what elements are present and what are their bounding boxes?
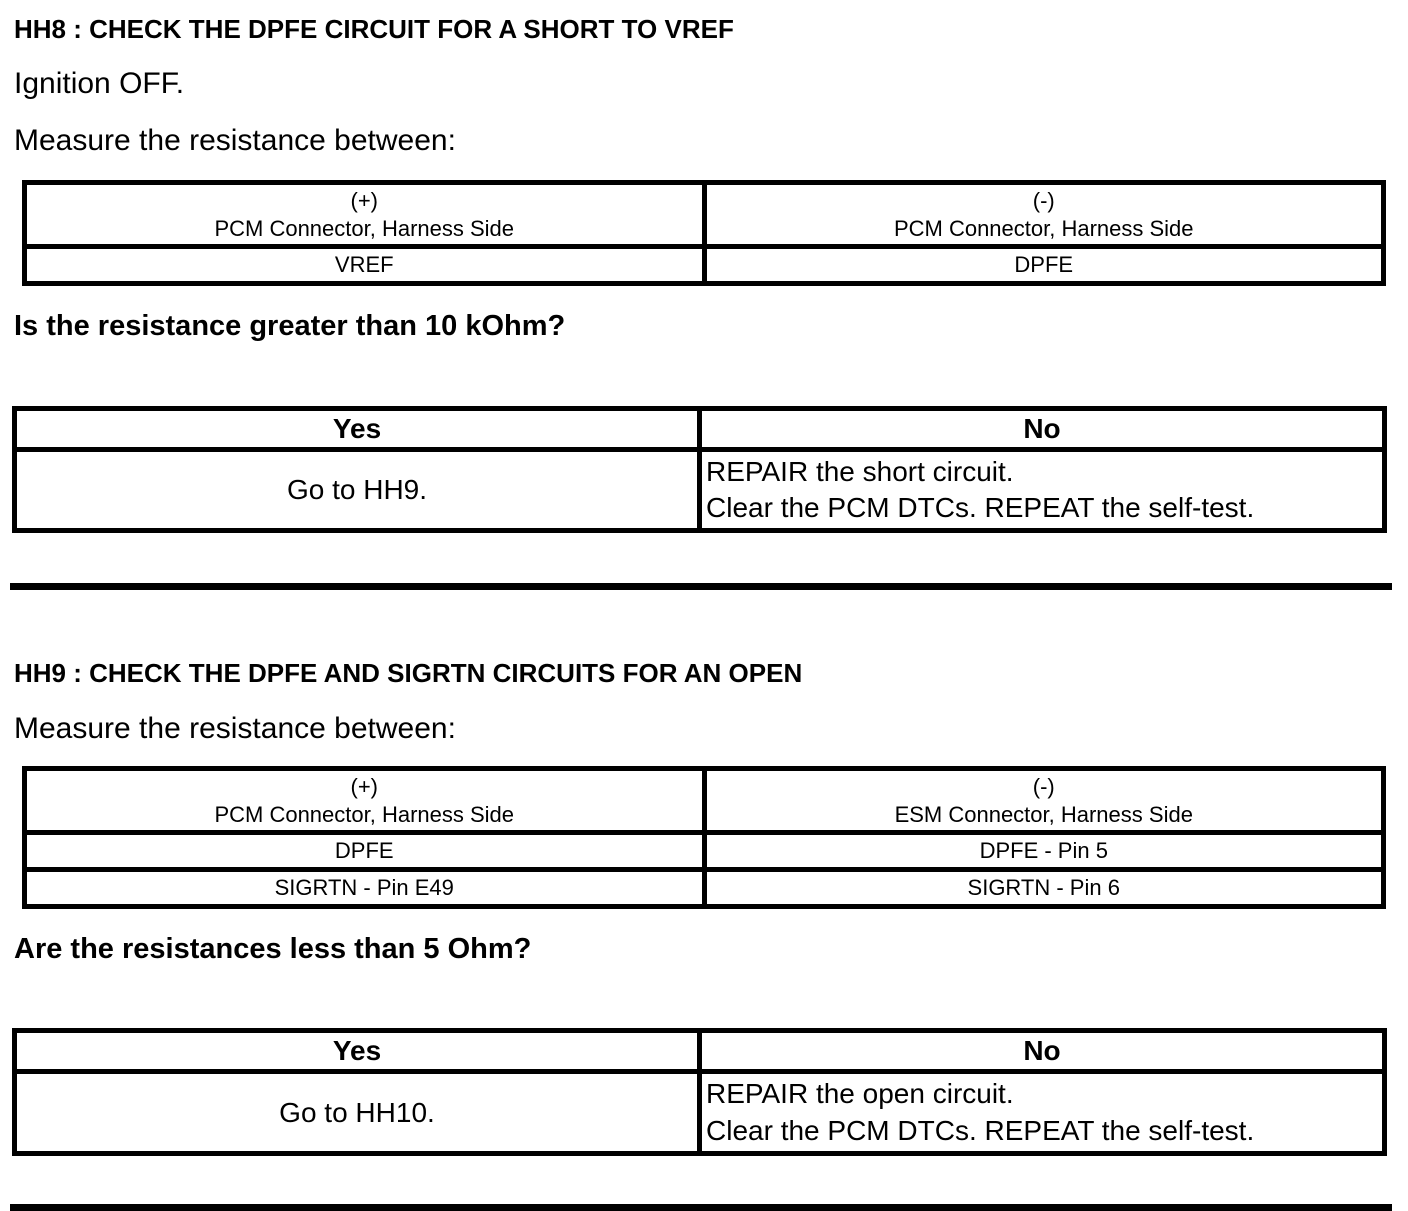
hh9-positive-polarity-label: (+) xyxy=(350,774,378,799)
hh8-no-action xyxy=(700,449,1385,531)
hh8-yes-header: Yes xyxy=(15,408,700,449)
hh9-no-action xyxy=(700,1072,1385,1154)
hh9-no-action-line1: REPAIR the open circuit. xyxy=(706,1078,1014,1110)
hh8-no-action-line1: REPAIR the short circuit. xyxy=(706,455,1014,487)
step-hh8-title: HH8 : CHECK THE DPFE CIRCUIT FOR A SHORT TO VREF xyxy=(14,14,734,44)
hh8-question: Is the resistance greater than 10 kOhm? xyxy=(14,310,566,343)
hh9-result-header-row xyxy=(15,1031,1385,1072)
hh9-measurement-table xyxy=(22,766,1386,909)
table-row xyxy=(25,833,1384,870)
section-divider xyxy=(10,583,1392,590)
hh9-measure-cell-positive-1: DPFE xyxy=(25,833,705,870)
hh9-negative-polarity-label: (-) xyxy=(1032,774,1055,799)
step-hh8-section xyxy=(0,14,1408,533)
table-row xyxy=(25,247,1384,284)
hh9-no-action-line2: Clear the PCM DTCs. REPEAT the self-test. xyxy=(706,1114,1255,1146)
hh9-positive-connector-label: PCM Connector, Harness Side xyxy=(214,801,515,827)
hh8-positive-connector-label: PCM Connector, Harness Side xyxy=(214,215,515,241)
hh8-instruction-ignition-off: Ignition OFF. xyxy=(14,67,185,101)
hh9-result-table xyxy=(12,1028,1387,1156)
hh9-no-header: No xyxy=(700,1031,1385,1072)
hh9-yes-action: Go to HH10. xyxy=(15,1072,700,1154)
table-row xyxy=(15,1072,1385,1154)
table-row xyxy=(25,870,1384,907)
hh9-positive-header-cell xyxy=(25,769,705,833)
section-divider xyxy=(10,1204,1392,1211)
hh9-yes-header: Yes xyxy=(15,1031,700,1072)
hh8-measure-cell-positive-1: VREF xyxy=(25,247,705,284)
hh8-negative-polarity-label: (-) xyxy=(1032,188,1055,214)
hh9-measure-cell-negative-1: DPFE - Pin 5 xyxy=(704,833,1384,870)
table-row xyxy=(15,449,1385,531)
hh9-measurement-header-row xyxy=(25,769,1384,833)
hh8-positive-header-cell xyxy=(25,183,705,247)
hh8-result-table xyxy=(12,406,1387,534)
hh9-measure-cell-negative-2: SIGRTN - Pin 6 xyxy=(704,870,1384,907)
hh9-negative-header-cell xyxy=(704,769,1384,833)
hh8-negative-header-cell xyxy=(704,183,1384,247)
hh9-question: Are the resistances less than 5 Ohm? xyxy=(14,933,532,965)
hh8-positive-polarity-label: (+) xyxy=(350,188,378,214)
hh8-no-action-line2: Clear the PCM DTCs. REPEAT the self-test. xyxy=(706,491,1255,523)
hh8-measurement-header-row xyxy=(25,183,1384,247)
hh8-no-header: No xyxy=(700,408,1385,449)
hh8-measurement-table xyxy=(22,180,1386,286)
hh9-instruction-measure: Measure the resistance between: xyxy=(14,711,456,745)
hh8-negative-connector-label: PCM Connector, Harness Side xyxy=(893,215,1194,241)
step-hh9-section xyxy=(0,658,1408,1156)
hh9-measure-cell-positive-2: SIGRTN - Pin E49 xyxy=(25,870,705,907)
hh8-instruction-measure: Measure the resistance between: xyxy=(14,123,456,157)
hh8-result-header-row xyxy=(15,408,1385,449)
hh8-measure-cell-negative-1: DPFE xyxy=(704,247,1384,284)
step-hh9-title: HH9 : CHECK THE DPFE AND SIGRTN CIRCUITS FOR AN OPEN xyxy=(14,658,803,689)
hh9-negative-connector-label: ESM Connector, Harness Side xyxy=(894,801,1193,827)
hh8-yes-action: Go to HH9. xyxy=(15,449,700,531)
